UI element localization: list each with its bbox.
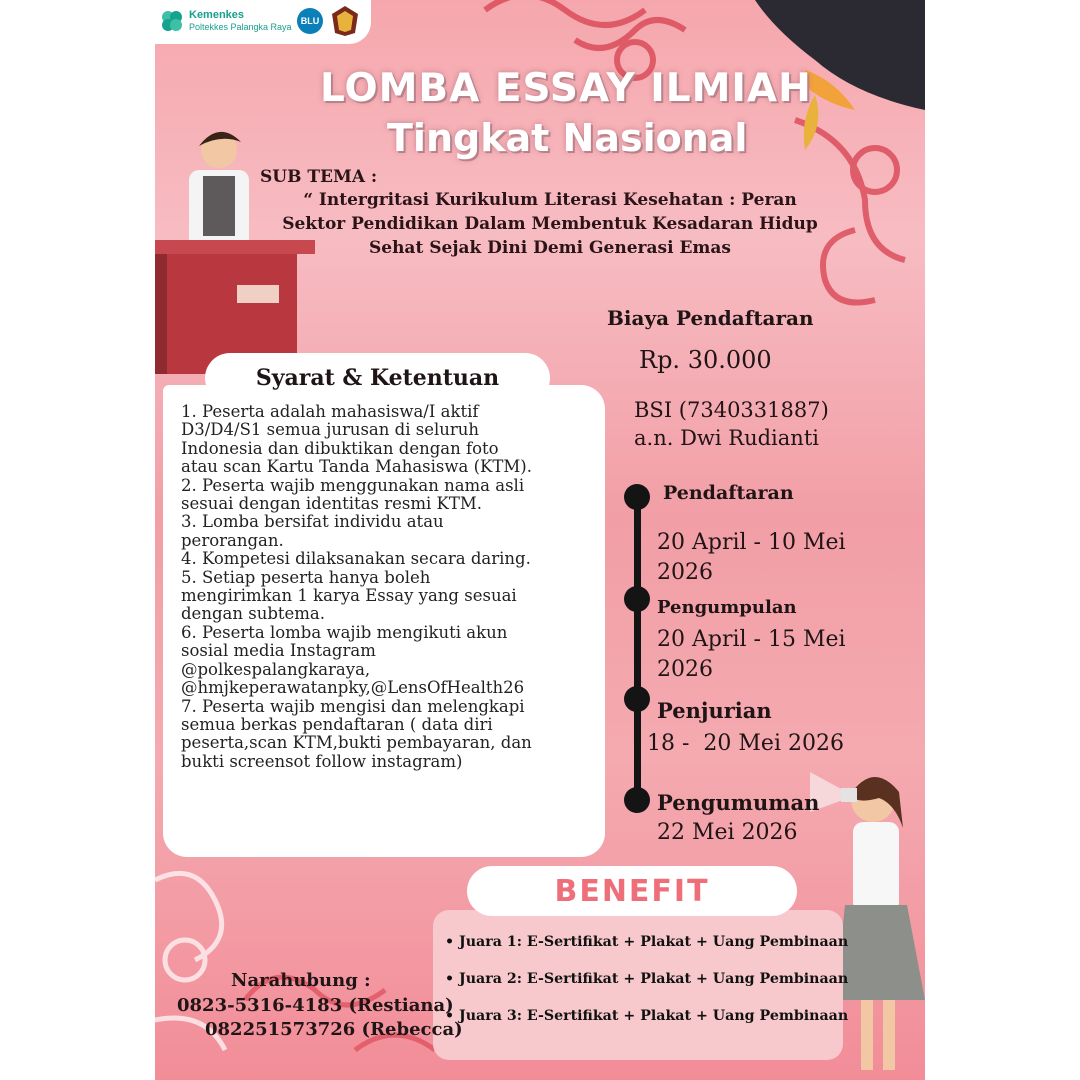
rule-line: 1. Peserta adalah mahasiswa/I aktif — [181, 402, 479, 421]
rule-line: sosial media Instagram — [181, 641, 376, 661]
timeline-date: 2026 — [657, 657, 713, 682]
timeline-date: 2026 — [657, 560, 713, 585]
event-title: LOMBA ESSAY ILMIAH — [320, 66, 812, 111]
timeline-label-penjurian: Penjurian — [657, 698, 772, 723]
subtheme-line: “ Intergritasi Kurikulum Literasi Kesehatan : Peran — [303, 190, 797, 210]
timeline-dot — [624, 586, 650, 612]
rule-line: mengirimkan 1 karya Essay yang sesuai — [181, 586, 517, 606]
institution-crest-icon — [331, 5, 359, 37]
poster — [155, 0, 925, 1080]
timeline-label-pengumpulan: Pengumpulan — [657, 597, 797, 618]
timeline-label-pendaftaran: Pendaftaran — [663, 482, 794, 504]
rule-line: 6. Peserta lomba wajib mengikuti akun — [181, 622, 508, 642]
benefit-item: • Juara 3: E-Sertifikat + Plakat + Uang Pembinaan — [445, 1008, 849, 1024]
rule-line: bukti screensot follow instagram) — [181, 751, 463, 771]
fee-label: Biaya Pendaftaran — [607, 306, 814, 330]
rule-line: @hmjkeperawatanpky,@LensOfHealth26 — [181, 678, 525, 698]
subtheme-line: Sehat Sejak Dini Demi Generasi Emas — [368, 238, 731, 258]
rule-line: peserta,scan KTM,bukti pembayaran, dan — [181, 733, 532, 753]
rule-line: 3. Lomba bersifat individu atau — [181, 512, 444, 532]
contact-number: 082251573726 (Rebecca) — [205, 1019, 463, 1040]
timeline-line — [634, 497, 641, 803]
subtheme-line: Sektor Pendidikan Dalam Membentuk Kesadaran Hidup — [282, 214, 818, 234]
rules-list — [181, 403, 601, 771]
rule-line: dengan subtema. — [181, 604, 326, 624]
rule-line: 5. Setiap peserta hanya boleh — [181, 567, 431, 587]
rule-line: atau scan Kartu Tanda Mahasiswa (KTM). — [181, 457, 532, 477]
timeline-date: 18 - 20 Mei 2026 — [647, 731, 844, 756]
rule-line: 4. Kompetesi dilaksanakan secara daring. — [181, 549, 531, 569]
timeline-date: 22 Mei 2026 — [657, 820, 798, 845]
kemenkes-logo-text — [189, 9, 292, 33]
rule-line: 7. Peserta wajib mengisi dan melengkapi — [181, 696, 525, 716]
timeline-dot — [624, 686, 650, 712]
benefit-item: • Juara 2: E-Sertifikat + Plakat + Uang Pembinaan — [445, 971, 849, 987]
subtheme-label: SUB TEMA : — [260, 167, 378, 187]
rule-line: D3/D4/S1 semua jurusan di seluruh — [181, 420, 479, 440]
kemenkes-logo-icon — [159, 8, 185, 34]
bank-account: BSI (7340331887) — [634, 398, 829, 422]
timeline-date: 20 April - 10 Mei — [657, 530, 846, 555]
timeline-label-pengumuman: Pengumuman — [657, 790, 820, 815]
rules-title: Syarat & Ketentuan — [205, 353, 550, 403]
contact-number: 0823-5316-4183 (Restiana) — [177, 995, 454, 1016]
timeline-dot — [624, 787, 650, 813]
rule-line: sesuai dengan identitas resmi KTM. — [181, 494, 482, 514]
event-subtitle: Tingkat Nasional — [387, 116, 748, 160]
benefit-item: • Juara 1: E-Sertifikat + Plakat + Uang Pembinaan — [445, 934, 849, 950]
rule-line: @polkespalangkaraya, — [181, 659, 371, 679]
rule-line: perorangan. — [181, 530, 284, 550]
rule-line: semua berkas pendaftaran ( data diri — [181, 714, 493, 734]
rule-line: 2. Peserta wajib menggunakan nama asli — [181, 475, 525, 495]
contact-label: Narahubung : — [231, 970, 371, 991]
kemenkes-title: Kemenkes — [189, 9, 245, 21]
kemenkes-subtitle: Poltekkes Palangka Raya — [189, 22, 292, 32]
subtheme-text — [255, 188, 845, 260]
benefit-title: BENEFIT — [554, 873, 710, 909]
rule-line: Indonesia dan dibuktikan dengan foto — [181, 438, 499, 458]
timeline-date: 20 April - 15 Mei — [657, 627, 846, 652]
fee-amount: Rp. 30.000 — [639, 346, 772, 374]
timeline-dot — [624, 484, 650, 510]
blu-logo-icon: BLU — [297, 8, 323, 34]
account-name: a.n. Dwi Rudianti — [634, 426, 819, 450]
